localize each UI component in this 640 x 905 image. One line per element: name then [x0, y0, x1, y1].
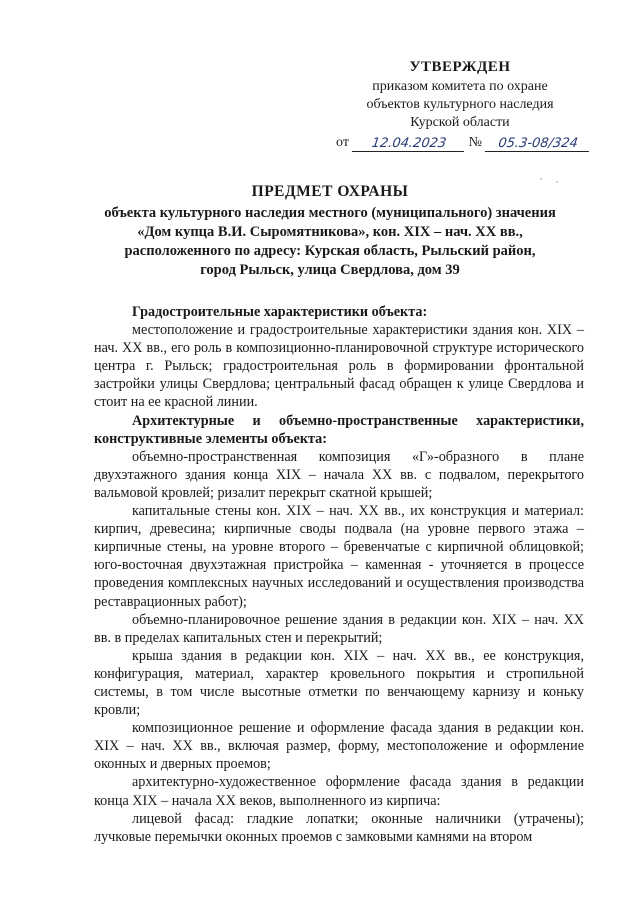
title-line: «Дом купца В.И. Сыромятникова», кон. XIX – нач. XX вв.,	[137, 224, 523, 240]
title-line: объекта культурного наследия местного (муниципального) значения	[104, 205, 556, 221]
approval-line: Курской области	[410, 115, 510, 130]
paragraph-composition: объемно-пространственная композиция «Г»-образного в плане двухэтажного здания конца XIX – начала XX вв. с подвалом, перекрытого вальмовой кровлей; ризалит перекрыт скатной крышей;	[94, 448, 584, 501]
scan-speck	[540, 178, 542, 180]
paragraph-roof: крыша здания в редакции кон. XIX – нач. XX вв., ее конструкция, конфигурация, материал, характер кровельного покрытия и стропильной системы, в том числе высотные отметки по венчающему карнизу и коньку кровли;	[94, 647, 584, 719]
paragraph-walls: капитальные стены кон. XIX – нач. XX вв., их конструкция и материал: кирпич, древесина; кирпичные своды подвала (на уровне первого этажа – кирпичные стены, на уровне второго – бревенчатые с кирпичной облицовкой; юго-восточная двухэтажная пристройка – каменная - уточняется в процессе проведения комплексных научных исследований и осуществления производства реставрационных работ);	[94, 503, 584, 610]
approval-line: объектов культурного наследия	[366, 97, 554, 112]
document-body	[94, 303, 584, 846]
date-prefix: от	[336, 135, 349, 150]
approval-line: приказом комитета по охране	[372, 79, 548, 94]
section-heading-urban: Градостроительные характеристики объекта:	[132, 304, 428, 320]
paragraph-location: местоположение и градостроительные характеристики здания кон. XIX – нач. XX вв., его роль в композиционно-планировочной структуре исторического центра г. Рыльск; градостроительная роль в формировании фронтальной застройки улицы Свердлова; центральный фасад обращен к улице Свердлова и стоит на ее красной линии.	[94, 322, 584, 411]
paragraph-front-facade: лицевой фасад: гладкие лопатки; оконные наличники (утрачены); лучковые перемычки оконных проемов с замковыми камнями на втором	[94, 810, 584, 845]
section-heading-architecture: Архитектурные и объемно-пространственные характеристики, конструктивные элементы объекта:	[94, 412, 584, 447]
approval-heading: УТВЕРЖДЕН	[409, 59, 511, 75]
paragraph-facade-decoration: архитектурно-художественное оформление фасада здания в редакции конца XIX – начала XX веков, выполненного из кирпича:	[94, 774, 584, 809]
document-title: ПРЕДМЕТ ОХРАНЫ	[251, 183, 409, 200]
document-title-block	[70, 182, 590, 280]
paragraph-planning: объемно-планировочное решение здания в редакции кон. XIX – нач. XX вв. в пределах капитальных стен и перекрытий;	[94, 611, 584, 646]
number-prefix: №	[468, 135, 482, 150]
paragraph-facade-composition: композиционное решение и оформление фасада здания в редакции кон. XIX – нач. XX вв., включая размер, форму, местоположение и оформление оконных и дверных проемов;	[94, 720, 584, 773]
handwritten-date: 12.04.2023	[352, 136, 466, 152]
approval-date-number-row	[330, 134, 590, 152]
scan-speck	[556, 181, 558, 183]
title-line: расположенного по адресу: Курская область, Рыльский район,	[124, 243, 536, 259]
handwritten-order-number: 05.3-08/324	[485, 136, 591, 152]
approval-stamp-block	[330, 58, 590, 152]
title-line: город Рыльск, улица Свердлова, дом 39	[200, 262, 460, 278]
